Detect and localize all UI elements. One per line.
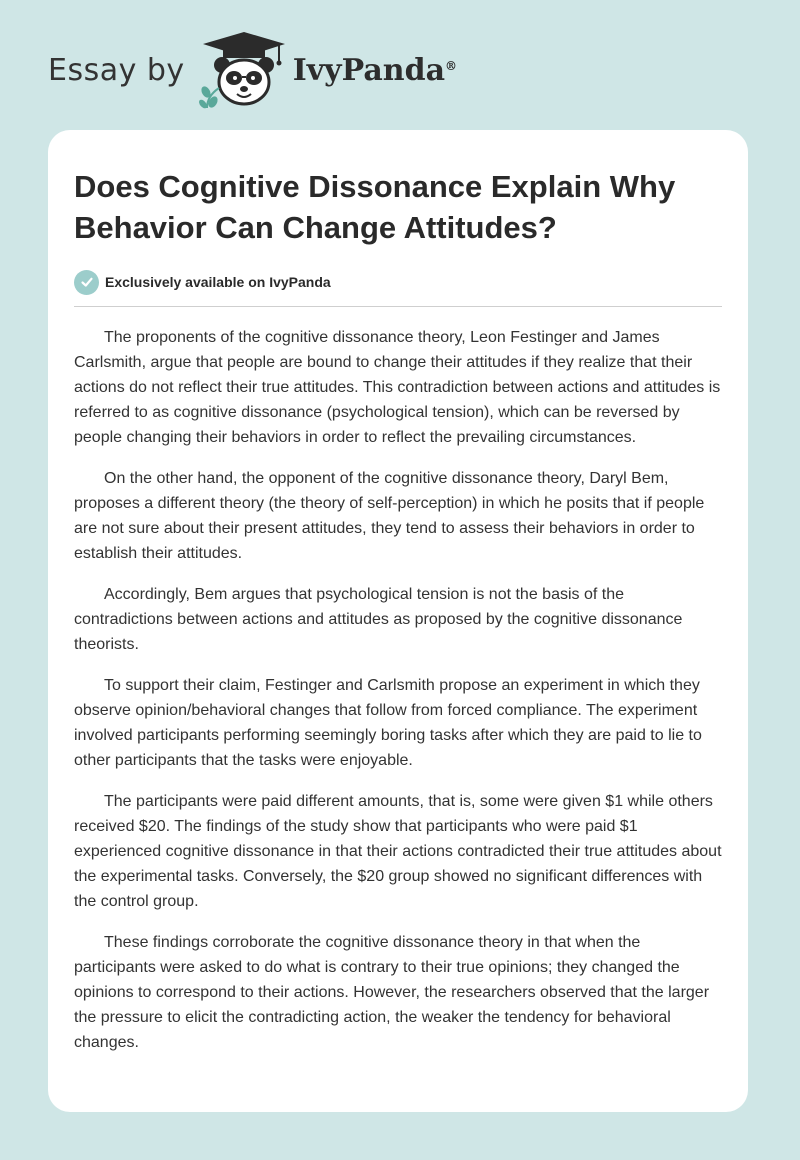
site-header [48, 30, 457, 110]
essay-paragraph: To support their claim, Festinger and Carlsmith propose an experiment in which they observe opinion/behavioral changes that follow from forced compliance. The experiment involved participants performing seemingly boring tasks after which they are paid to lie to other participants that the tasks were enjoyable. [74, 677, 702, 769]
essay-paragraph: On the other hand, the opponent of the cognitive dissonance theory, Daryl Bem, proposes a different theory (the theory of self-perception) in which he posits that if people are not sure about their present attitudes, they tend to assess their behaviors in order to establish their attitudes. [74, 470, 705, 562]
essay-by-label: Essay by [48, 52, 185, 88]
essay-body [74, 325, 722, 1055]
essay-paragraph: These findings corroborate the cognitive dissonance theory in that when the participants were asked to do what is contrary to their true opinions; they changed the opinions to correspond to their actions. However, the researchers observed that the larger the pressure to elicit the contradicting action, the weaker the tendency for behavioral changes. [74, 934, 710, 1051]
panda-graduate-logo-icon[interactable] [199, 30, 289, 110]
essay-paragraph: The proponents of the cognitive dissonance theory, Leon Festinger and James Carlsmith, argue that people are bound to change their attitudes if they realize that their actions do not reflect their true attitudes. This contradiction between actions and attitudes is referred to as cognitive dissonance (psychological tension), which can be reversed by people changing their behaviors in order to reflect the prevailing circumstances. [74, 329, 721, 446]
check-icon [74, 270, 99, 295]
page-title: Does Cognitive Dissonance Explain Why Behavior Can Change Attitudes? [74, 169, 676, 245]
essay-paragraph: The participants were paid different amounts, that is, some were given $1 while others received $20. The findings of the study show that participants who were paid $1 experienced cognitive dissonance in that their actions contradicted their true attitudes about the experimental tasks. Conversely, the $20 group showed no significant differences with the control group. [74, 793, 722, 910]
exclusive-badge [74, 268, 722, 296]
brand-name[interactable]: IvyPanda® [292, 52, 458, 88]
divider [74, 306, 722, 307]
essay-card [48, 130, 748, 1112]
exclusive-badge-label: Exclusively available on IvyPanda [105, 274, 331, 290]
essay-paragraph: Accordingly, Bem argues that psychological tension is not the basis of the contradictions between actions and attitudes as proposed by the cognitive dissonance theorists. [74, 586, 683, 653]
